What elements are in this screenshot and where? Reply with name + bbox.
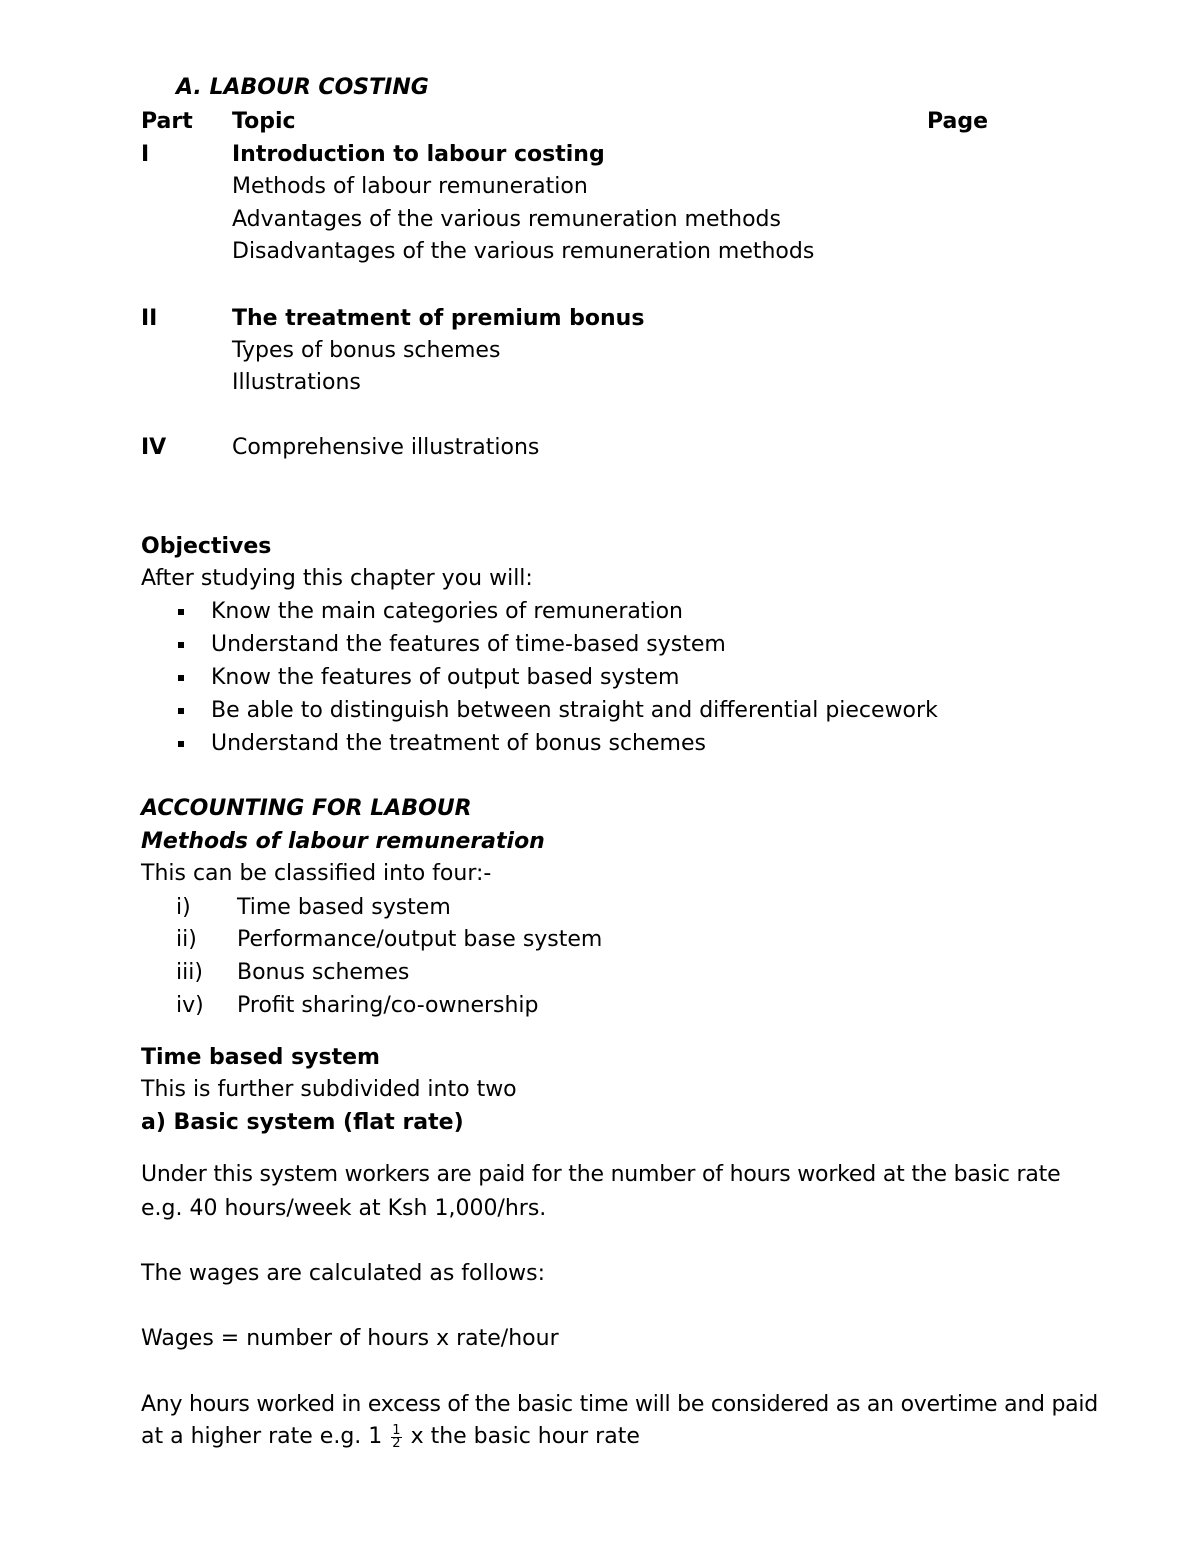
part-title: The treatment of premium bonus	[232, 306, 645, 331]
part-item: Types of bonus schemes	[232, 338, 501, 363]
part-number: IV	[141, 435, 167, 460]
part-column-header: Part	[141, 109, 193, 134]
part-item: Advantages of the various remuneration methods	[232, 207, 781, 232]
bullet-icon	[178, 675, 184, 681]
objective-item: Understand the features of time-based system	[211, 632, 726, 657]
time-based-intro: This is further subdivided into two	[141, 1077, 517, 1102]
part-number: II	[141, 306, 158, 331]
objectives-intro: After studying this chapter you will:	[141, 566, 533, 591]
overtime-paragraph: Any hours worked in excess of the basic time will be considered as an overtime and paid	[141, 1392, 1098, 1417]
topic-column-header: Topic	[232, 109, 296, 134]
objective-item: Understand the treatment of bonus schemes	[211, 731, 706, 756]
one-half-fraction	[391, 1422, 401, 1451]
objective-item: Know the main categories of remuneration	[211, 599, 684, 624]
method-number: i)	[176, 895, 191, 920]
objectives-heading: Objectives	[141, 534, 272, 559]
time-based-heading: Time based system	[141, 1045, 380, 1070]
method-text: Profit sharing/co-ownership	[237, 993, 539, 1018]
page-column-header: Page	[927, 109, 989, 134]
part-title: Introduction to labour costing	[232, 142, 605, 167]
basic-system-paragraph: Under this system workers are paid for the number of hours worked at the basic rate	[141, 1162, 1061, 1187]
part-title: Comprehensive illustrations	[232, 435, 540, 460]
overtime-paragraph-line	[141, 1422, 640, 1452]
method-number: iii)	[176, 960, 203, 985]
bullet-icon	[178, 642, 184, 648]
methods-intro: This can be classified into four:-	[141, 861, 492, 886]
objective-item: Know the features of output based system	[211, 665, 680, 690]
part-item: Disadvantages of the various remuneration methods	[232, 239, 815, 264]
part-item: Methods of labour remuneration	[232, 174, 588, 199]
overtime-text: x the basic hour rate	[410, 1424, 640, 1449]
fraction-numerator: 1	[392, 1422, 401, 1438]
fraction-denominator: 2	[392, 1435, 401, 1451]
bullet-icon	[178, 708, 184, 714]
objective-item: Be able to distinguish between straight and differential piecework	[211, 698, 938, 723]
contents-heading: A. LABOUR COSTING	[176, 75, 429, 100]
method-text: Bonus schemes	[237, 960, 410, 985]
part-item: Illustrations	[232, 370, 361, 395]
section-heading: ACCOUNTING FOR LABOUR	[141, 796, 472, 821]
bullet-icon	[178, 609, 184, 615]
basic-system-paragraph: e.g. 40 hours/week at Ksh 1,000/hrs.	[141, 1196, 547, 1221]
wages-intro: The wages are calculated as follows:	[141, 1261, 546, 1286]
part-number: I	[141, 142, 150, 167]
section-subheading: Methods of labour remuneration	[141, 829, 545, 854]
method-number: iv)	[176, 993, 204, 1018]
method-number: ii)	[176, 927, 197, 952]
bullet-icon	[178, 741, 184, 747]
overtime-text: at a higher rate e.g. 1	[141, 1424, 383, 1449]
basic-system-heading: a) Basic system (flat rate)	[141, 1110, 464, 1135]
method-text: Time based system	[237, 895, 451, 920]
method-text: Performance/output base system	[237, 927, 603, 952]
wages-formula: Wages = number of hours x rate/hour	[141, 1326, 559, 1351]
